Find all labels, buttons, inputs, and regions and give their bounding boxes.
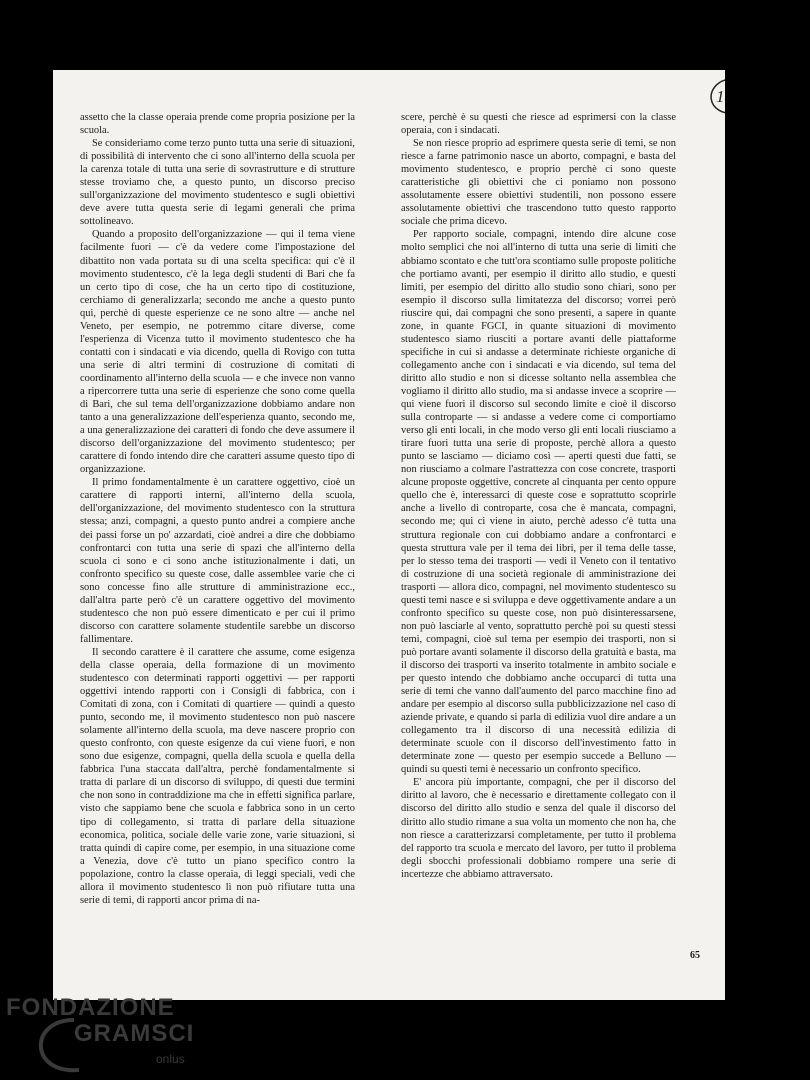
right-column: [401, 111, 676, 881]
paragraph: Se consideriamo come terzo punto tutta una serie di situazioni, di possibilità di intervento che ci sono all'interno della scuola per la carenza totale di tutta una serie di sovrastrutture e di strutture stesse troviamo che, a questo punto, un discorso preciso sull'organizzazione del movimento studentesco e sugli obiettivi deve avere tutta questa serie di legami generali che prima sottolineavo.: [80, 138, 355, 228]
paragraph: scere, perchè è su questi che riesce ad esprimersi con la classe operaia, con i sindacati.: [401, 112, 676, 137]
paragraph: Il primo fondamentalmente è un carattere oggettivo, cioè un carattere di rapporti interni, all'interno della scuola, dell'organizzazione, del movimento studentesco con la struttura stessa; anzi, compagni, a questo punto andrei a compiere anche dei passi forse un po' azzardati, cioè andrei a dire che dobbiamo confrontarci con tutta una serie di spazi che all'interno della scuola ci sono e ci sono anche istituzionalmente i dati, un confronto specifico su queste cose, dalle assemblee varie che ci sono concesse fino alle strutture di amministrazione ecc., dall'altra parte però c'è un carattere oggettivo del movimento studentesco che non può essere dimenticato e per cui il primo discorso con carattere solamente studentile sarebbe un discorso fallimentare.: [80, 477, 355, 645]
handwritten-annotation: [708, 75, 742, 117]
page-number: 65: [690, 950, 700, 961]
paragraph: E' ancora più importante, compagni, che per il discorso del diritto al lavoro, che è necessario e direttamente collegato con il discorso del diritto allo studio e senza del quale il discorso del diritto allo studio rimane a sua volta un momento che non ha, che non riesce a caratterizzarsi completamente, per tutto il problema del rapporto tra scuola e mercato del lavoro, per tutto il problema degli sbocchi professionali dobbiamo rompere una serie di incertezze che abbiamo attraversato.: [401, 777, 676, 880]
paragraph: assetto che la classe operaia prende come propria posizione per la scuola.: [80, 112, 355, 137]
watermark-line1: FONDAZIONE: [6, 994, 175, 1021]
paragraph: Il secondo carattere è il carattere che assume, come esigenza della classe operaia, della formazione di un movimento studentesco con determinati rapporti oggettivi — per rapporti oggettivi intendo rapporti con i Consigli di fabbrica, con i Comitati di zona, con i Comitati di quartiere — quindi a questo punto, secondo me, il movimento studentesco non può nascere solamente all'interno della scuola, ma deve nascere proprio con questo confronto, con queste esigenze da cui viene fuori, e non sono due esigenze, compagni, quella della scuola e quella della fabbrica l'una staccata dall'altra, perchè fondamentalmente si tratta di parlare di un discorso di sviluppo, di questi due termini che non sono in contraddizione ma che in effetti significa parlare, visto che sappiamo bene che scuola e fabbrica sono in un certo tipo di collegamento, si tratta di parlare della situazione economica, politica, sociale delle varie zone, varie situazioni, si tratta quindi di capire come, per esempio, in una situazione come a Venezia, dove c'è tutto un piano specifico contro la popolazione, contro la classe operaia, di leggi speciali, vedi che allora il movimento studentesco lì non può rifiutare tutta una serie di temi, di rapporti ancor prima di na-: [80, 646, 355, 906]
paragraph: Se non riesce proprio ad esprimere questa serie di temi, se non riesce a farne patrimonio nasce un aborto, compagni, e basta del movimento studentesco, e proprio perchè ci sono queste caratteristiche gli obiettivi che ci poniamo non possono assolutamente essere obiettivi studentili, non possono essere assolutamente obiettivi che trascendono tutto questo rapporto sociale che prima dicevo.: [401, 138, 676, 228]
paragraph: Per rapporto sociale, compagni, intendo dire alcune cose molto semplici che noi all'interno di tutta una serie di limiti che abbiamo scontato e che tutt'ora scontiamo sulle proposte politiche che portiamo avanti, per esempio il diritto allo studio, e questi limiti, per esempio del diritto allo studio sono chiari, sono per esempio il discorso sulla limitatezza del discorso; vorrei però riuscire qui, dai compagni che sono presenti, a sapere in quante zone, in quante FGCI, in quante situazioni di movimento studentesco siamo riusciti a portare avanti delle piattaforme specifiche in cui si andasse a determinate richieste organiche di collegamento anche con i sindacati e via dicendo, sul tema del diritto allo studio e non si dicesse soltanto nella assemblea che vogliamo il diritto allo studio, ma si andasse invece a scoprire — qui viene fuori il discorso sul secondo limite e cioè il discorso sulla controparte — si andasse a vedere come ci comportiamo verso gli enti locali, in che modo verso gli enti locali riusciamo a tirare fuori tutta una serie di proposte, perchè allora a questo punto se lasciamo — diciamo così — aperti questi due fatti, se non riusciamo a colmare l'astrattezza con cose concrete, trasporti alcune proposte oggettive, concrete al cinquanta per cento oppure quello che è, interessarci di queste cose e soprattutto scoprirle anche a livello di controparte, cosa che è mancata, compagni, secondo me; qui ci viene in aiuto, perchè adesso c'è tutta una struttura regionale con cui dobbiamo andare a confrontarci e questa struttura vale per il tema dei libri, per il tema delle tasse, per lo stesso tema dei trasporti — vedi il Veneto con il tentativo di costruzione di una società regionale di amministrazione dei trasporti — allora dico, compagni, nel movimento studentesco su questi temi nasce e si sviluppa e deve oggettivamente andare a un confronto specifico su queste cose, non può disinteressarsene, non può lasciarle al vento, soprattutto perchè poi su questi stessi temi, compagni, cioè sul tema per esempio dei trasporti, non si può portare avanti solamente il discorso della gratuità e basta, ma il discorso dei trasporti va inserito totalmente in ambito sociale e per questo intendo che dobbiamo anche occuparci di tutta una serie di temi che vanno dall'aumento del parco macchine fino ad andare per esempio al discorso sulla pubblicizzazione nel caso di aziende private, e quando si parla di edilizia vuol dire andare a un collegamento tra il discorso di una necessità edilizia di determinate scuole con il discorso dell'investimento fatto in determinate zone — questo per esempio succede a Belluno — quindi su questi temi è necessario un confronto specifico.: [401, 229, 676, 776]
paragraph: Quando a proposito dell'organizzazione — qui il tema viene facilmente fuori — c'è da vedere come l'impostazione del dibattito non vada portata su di una scelta specifica: qui c'è il movimento studentesco, c'è la lega degli studenti di Bari che fa un certo tipo di cose, che ha un certo tipo di costituzione, cerchiamo di generalizzarla; secondo me anche a questo punto qui, perchè di queste esperienze ce ne sono altre — anche nel Veneto, per esempio, ne potremmo citare diverse, come l'esperienza di Vicenza tutto il movimento studentesco che ha contatti con i sindacati e via dicendo, quella di Rovigo con tutta una serie di altri termini di costruzione di comitati di coordinamento all'interno della scuola — e che invece non vanno a ripercorrere tutta una serie di esperienze che sono come quella di Bari, che sul tema dell'organizzazione dobbiamo andare non tanto a una generalizzazione dell'esperienza quanto, secondo me, a una generalizzazione dei caratteri di fondo che deve assumere il discorso dell'organizzazione del movimento studentesco; per carattere di fondo intendo dire che caratteri assume questo tipo di organizzazione.: [80, 229, 355, 476]
watermark-line3: onlus: [156, 1052, 185, 1066]
watermark-line2: GRAMSCI: [74, 1020, 195, 1047]
document-page: [53, 70, 742, 1000]
handwritten-number: 189: [716, 87, 742, 106]
left-column: [80, 111, 355, 907]
